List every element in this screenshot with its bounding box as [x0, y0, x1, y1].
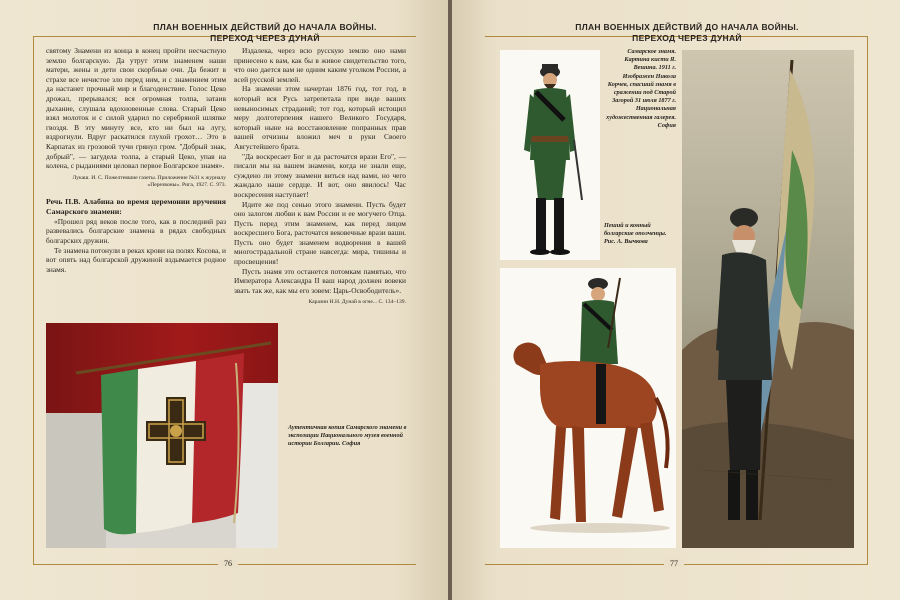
right-page	[452, 0, 900, 600]
painting-caption: Самарское знамя. Картина кисти Я. Вешина. 1911 г. Изображен Никола Корчев, спасший знамя в сражении под Старой Загорой 31 июля 1877 г. Национальная художественная галерея. София	[606, 48, 676, 129]
paragraph: Те знамена потонули в реках крови на полях Косова, и вот опять над болгарской дружиной вздымается родное знамя.	[46, 245, 226, 274]
left-running-head-line1: ПЛАН ВОЕННЫХ ДЕЙСТВИЙ ДО НАЧАЛА ВОЙНЫ.	[153, 22, 377, 32]
left-running-head-line2: ПЕРЕХОД ЧЕРЕЗ ДУНАЙ	[210, 33, 320, 43]
left-page-number: 76	[218, 559, 238, 568]
mounted-soldier-drawing	[500, 268, 676, 548]
left-column-1	[46, 46, 226, 274]
foot-soldier-illustration	[500, 50, 600, 260]
paragraph: Пусть знамя это останется потомкам памятью, что Императора Александра II ваш народ должен вовеки звать так же, как мы его зовем: Царь-Освободитель».	[234, 266, 406, 295]
mounted-soldier-illustration	[500, 268, 676, 548]
right-running-head	[532, 22, 842, 44]
paragraph: «Прошел ряд веков после того, как в последний раз развевались болгарские знамена в рядах свободных болгарских дружин.	[46, 216, 226, 245]
paragraph: Идите же под сенью этого знамени. Пусть будет оно залогом любви к вам России и ее могучего Отца. Пусть перед этим знаменем, как перед лицом воскресшего Бога, расточатся вековечные врази ваши. Пусть оно будет знаменем водворения в вашей многострадальной стране навсегда: мира, тишины и просвещения!	[234, 199, 406, 267]
flag-photo-illustration	[46, 323, 278, 548]
painting-drawing	[682, 50, 854, 548]
paragraph: "Да воскресает Бог и да расточатся врази Его", — писали мы на вашем знамени, когда не знали еще, суждено ли этому знамени виться над вами, но чего жаждало наше сердце. И вот, оно явилось! Час воскресения наступает!	[234, 151, 406, 199]
source-note: Лукаш. И. С. Пожелтевшие газеты. Приложение №31 к журналу «Перезвоны». Рига, 1927. С. 973.	[72, 174, 226, 188]
painting-samara-banner	[682, 50, 854, 548]
paragraph: Издалека, через всю русскую землю оно нами принесено к вам, как бы в живое свидетельство того, что оно дается вам не одним каким уголком России, а всей русской землей.	[234, 46, 406, 84]
right-page-number: 77	[664, 559, 684, 568]
flag-photo	[46, 323, 278, 548]
soldiers-caption: Пеший и конный болгарские ополченцы. Рис. А. Вычкова	[604, 222, 667, 246]
right-running-head-line2: ПЕРЕХОД ЧЕРЕЗ ДУНАЙ	[632, 33, 742, 43]
right-running-head-line1: ПЛАН ВОЕННЫХ ДЕЙСТВИЙ ДО НАЧАЛА ВОЙНЫ.	[575, 22, 799, 32]
flag-photo-caption: Аутентичная копия Самарского знамени в экспозиции Национального музея военной истории Болгарии. София	[288, 424, 407, 448]
section-heading: Речь П.В. Алабина во время церемонии вручения Самарского знамени:	[46, 196, 226, 216]
left-page	[0, 0, 448, 600]
paragraph: На знамени этом начертан 1876 год, тот год, в который вся Русь затрепетала при виде ваших невыносимых страданий; тот год, который истощил меру долготерпения нашего Великого Государя, который ныне на восстановление попранных прав вашей отчизны вложил меч в руки Своего Августейшего брата.	[234, 84, 406, 151]
left-column-2	[234, 46, 406, 314]
paragraph: святому Знамени из конца в конец пройти несчастную землю болгарскую. Да утрут этим знаменем наши матери, жены и дети свои скорбные очи. Да бежит в страхе все нечистое зло перед ним, и с знамением этим да настанет прочный мир и благоденствие. Голос Цеко дрожал, прерывался; вся огромная толпа, затаив дыхание, слушала вдохновенные слова. Старый Цеко взял молоток и с силой ударил по серебряной шляпке гвоздя. В эту минуту все, кто ни был на лугу, вздрогнули. Вдруг раскатился глухой грохот… Это в Карпатах из грозовой тучи грянул гром. "Добрый знак, добрый", — загудела толпа, а старый Цеко, упав на колена, с рыданиями целовал первое Болгарское знамя».	[46, 46, 226, 171]
foot-soldier-drawing	[500, 50, 600, 260]
left-running-head	[110, 22, 420, 44]
source-note: Каразин Н.Н. Дунай в огне... С. 134–139.	[308, 299, 406, 306]
